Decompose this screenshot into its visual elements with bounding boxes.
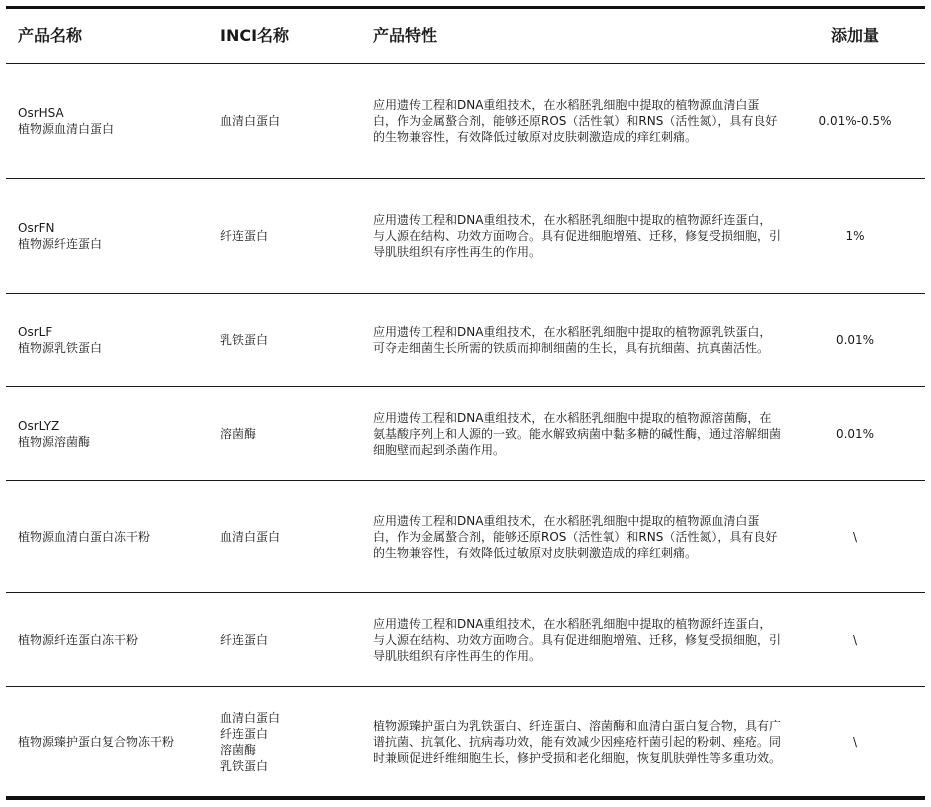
inci-name: 血清白蛋白	[220, 114, 281, 128]
product-name: 植物源血清白蛋白	[18, 122, 115, 136]
header-inci-name: INCI名称	[220, 26, 290, 45]
product-features-cell	[373, 593, 781, 686]
dosage: 1%	[845, 229, 865, 243]
product-code: OsrLF	[18, 325, 53, 339]
product-features-cell	[373, 179, 781, 293]
product-features-cell	[373, 64, 781, 178]
inci-name: 血清白蛋白	[220, 710, 281, 725]
dosage-cell	[806, 481, 904, 592]
product-name-cell	[18, 387, 208, 480]
product-features: 应用遗传工程和DNA重组技术，在水稻胚乳细胞中提取的植物源血清白蛋白，作为金属螯合剂，能够还原ROS（活性氧）和RNS（活性氮），具有良好的生物兼容性，有效降低过敏原对皮肤刺激造成的痒红刺痛。	[373, 98, 778, 144]
product-features: 应用遗传工程和DNA重组技术，在水稻胚乳细胞中提取的植物源乳铁蛋白，可夺走细菌生长所需的铁质而抑制细菌的生长，具有抗细菌、抗真菌活性。	[373, 325, 772, 355]
product-features: 应用遗传工程和DNA重组技术，在水稻胚乳细胞中提取的植物源纤连蛋白，与人源在结构、功效方面吻合。具有促进细胞增殖、迁移，修复受损细胞，引导肌肤组织有序性再生的作用。	[373, 616, 782, 663]
inci-name: 溶菌酶	[220, 742, 257, 757]
dosage: 0.01%-0.5%	[818, 114, 892, 128]
inci-name: 纤连蛋白	[220, 229, 269, 243]
table-row	[6, 294, 925, 387]
product-name: 植物源臻护蛋白复合物冻干粉	[18, 734, 175, 749]
product-name-cell	[18, 179, 208, 293]
inci-name-cell	[220, 481, 360, 592]
dosage: 0.01%	[835, 333, 875, 347]
inci-name-cell	[220, 64, 360, 178]
dosage-cell	[806, 593, 904, 686]
product-name: 植物源血清白蛋白冻干粉	[18, 529, 151, 544]
product-name-cell	[18, 294, 208, 386]
inci-name-cell	[220, 593, 360, 686]
product-name-cell	[18, 593, 208, 686]
table-row	[6, 593, 925, 687]
inci-name-cell	[220, 387, 360, 480]
inci-name: 乳铁蛋白	[220, 758, 269, 773]
inci-name: 乳铁蛋白	[220, 333, 269, 347]
product-features-cell	[373, 481, 781, 592]
table-row	[6, 179, 925, 294]
inci-name: 溶菌酶	[220, 426, 257, 441]
inci-name: 血清白蛋白	[220, 529, 281, 544]
dosage-cell	[806, 179, 904, 293]
inci-name-cell	[220, 179, 360, 293]
dosage: \	[852, 734, 858, 749]
dosage: \	[852, 529, 858, 544]
dosage-cell	[806, 64, 904, 178]
dosage: \	[852, 632, 858, 647]
product-name: 植物源纤连蛋白冻干粉	[18, 632, 139, 647]
product-name-cell	[18, 64, 208, 178]
inci-name: 纤连蛋白	[220, 632, 269, 647]
product-code: OsrLYZ	[18, 418, 60, 433]
table-row	[6, 481, 925, 593]
product-name-cell	[18, 687, 208, 796]
product-name: 植物源乳铁蛋白	[18, 341, 103, 355]
table-row	[6, 687, 925, 796]
dosage-cell	[806, 387, 904, 480]
product-code: OsrFN	[18, 221, 55, 235]
dosage-cell	[806, 687, 904, 796]
dosage-cell	[806, 294, 904, 386]
inci-name-cell	[220, 294, 360, 386]
product-features-cell	[373, 294, 781, 386]
product-features: 应用遗传工程和DNA重组技术，在水稻胚乳细胞中提取的植物源纤连蛋白，与人源在结构、功效方面吻合。具有促进细胞增殖、迁移，修复受损细胞，引导肌肤组织有序性再生的作用。	[373, 213, 782, 259]
header-dosage: 添加量	[831, 26, 880, 45]
product-name: 植物源纤连蛋白	[18, 237, 103, 251]
product-name-cell	[18, 481, 208, 592]
table-row	[6, 64, 925, 179]
inci-name: 纤连蛋白	[220, 726, 269, 741]
table-header	[6, 9, 925, 64]
table-bottom-rule	[6, 796, 925, 800]
product-code: OsrHSA	[18, 106, 64, 120]
product-name: 植物源溶菌酶	[18, 434, 91, 449]
dosage: 0.01%	[835, 426, 875, 441]
inci-name-cell	[220, 687, 360, 796]
product-features: 植物源臻护蛋白为乳铁蛋白、纤连蛋白、溶菌酶和血清白蛋白复合物，具有广谱抗菌、抗氧化、抗病毒功效，能有效减少因痤疮杆菌引起的粉刺、痤疮。同时兼顾促进纤维细胞生长，修护受损和老化细胞，恢复肌肤弹性等多重功效。	[373, 718, 782, 765]
product-features-cell	[373, 387, 781, 480]
header-product-features: 产品特性	[373, 26, 438, 45]
header-product-name: 产品名称	[18, 26, 83, 45]
product-features: 应用遗传工程和DNA重组技术，在水稻胚乳细胞中提取的植物源血清白蛋白，作为金属螯合剂，能够还原ROS（活性氧）和RNS（活性氮），具有良好的生物兼容性，有效降低过敏原对皮肤刺激造成的痒红刺痛。	[373, 513, 778, 560]
product-features-cell	[373, 687, 781, 796]
product-features: 应用遗传工程和DNA重组技术，在水稻胚乳细胞中提取的植物源溶菌酶，在氨基酸序列上和人源的一致。能水解致病菌中黏多糖的碱性酶，通过溶解细菌细胞壁而起到杀菌作用。	[373, 410, 782, 457]
table-row	[6, 387, 925, 481]
